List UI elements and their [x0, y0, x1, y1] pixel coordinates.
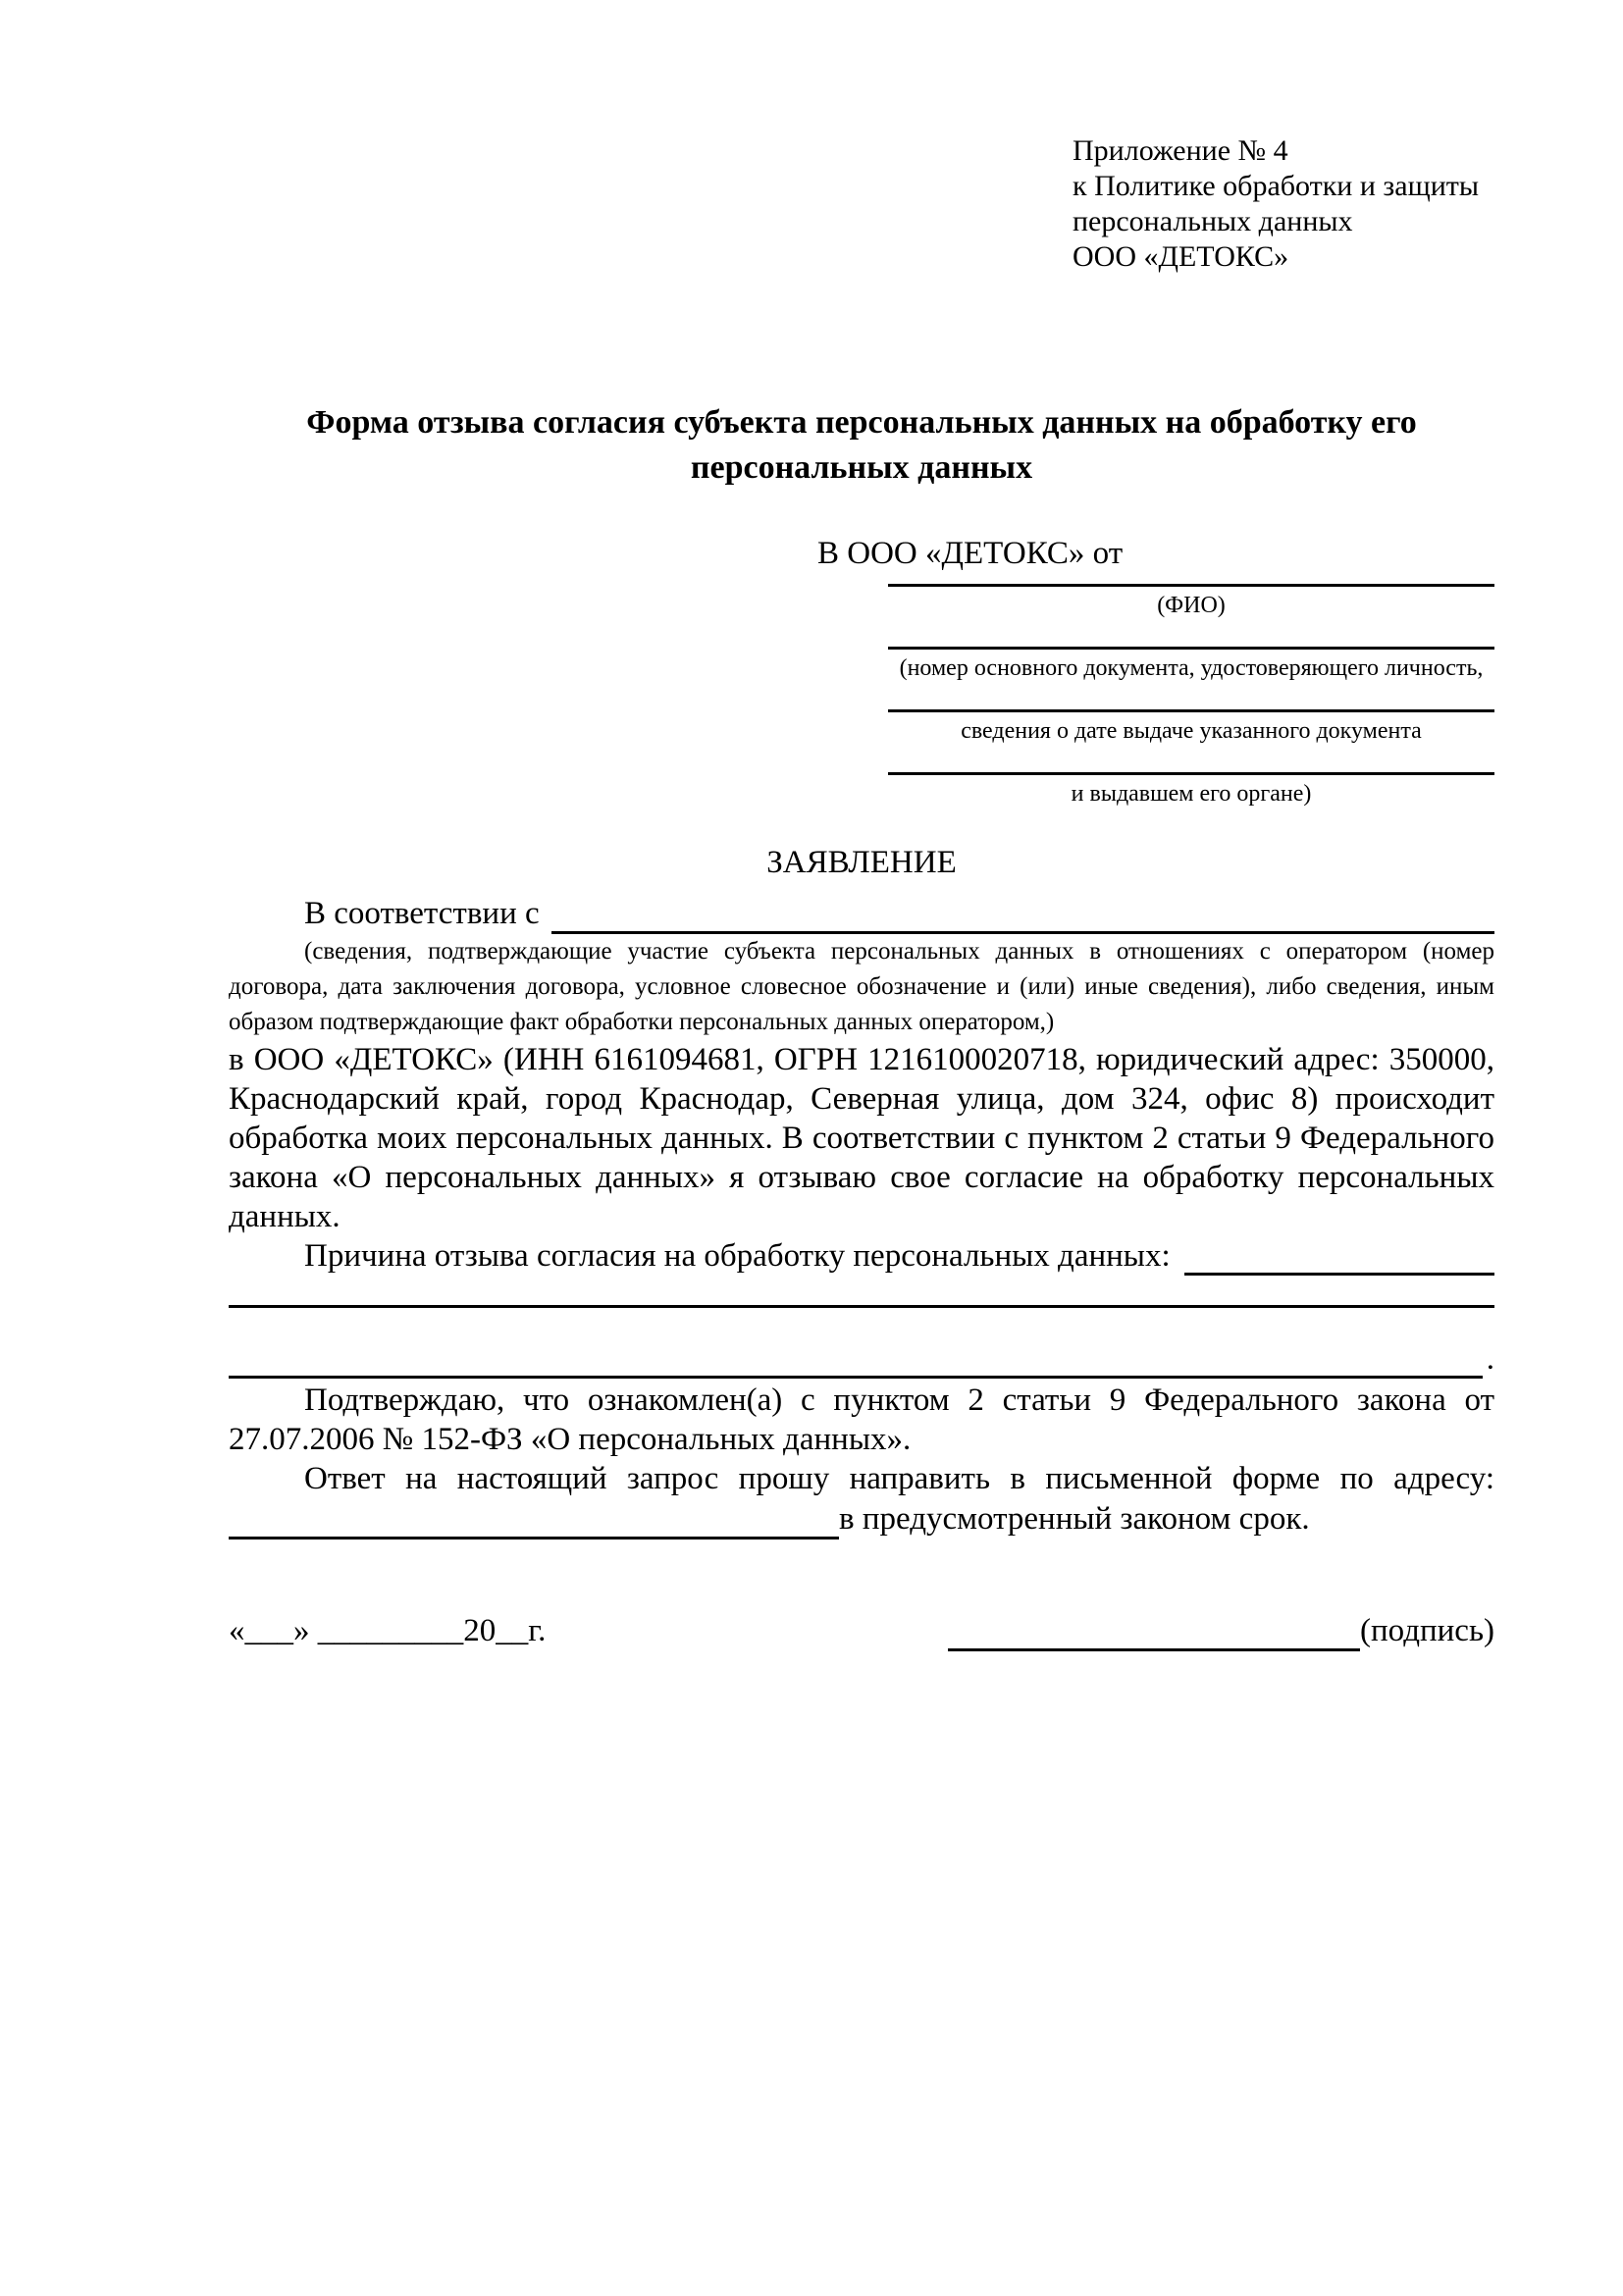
reply-address-blank-line — [229, 1498, 839, 1539]
signature-caption: (подпись) — [1360, 1613, 1494, 1648]
signature-row — [229, 1610, 1494, 1651]
reason-blank-line-3 — [229, 1339, 1483, 1379]
reason-blank-line — [1184, 1236, 1494, 1276]
reason-row — [229, 1236, 1494, 1276]
letterhead-line: Приложение № 4 — [1073, 134, 1288, 167]
document-number-field — [888, 620, 1494, 683]
confirmation-paragraph: Подтверждаю, что ознакомлен(а) с пунктом 2 статьи 9 Федерального закона от 27.07.2006 № 152-ФЗ «О персональных данных». — [229, 1383, 1494, 1457]
issue-date-field — [888, 683, 1494, 746]
reason-label: Причина отзыва согласия на обработку персональных данных: — [304, 1238, 1171, 1274]
issuing-authority-caption: и выдавшем его органе) — [1071, 781, 1312, 807]
reply-request-line: Ответ на настоящий запрос прошу направить в письменной форме по адресу: — [304, 1461, 1494, 1496]
intro-row — [229, 893, 1494, 934]
addressee-fields — [888, 573, 1494, 809]
reply-suffix: в предусмотренный законом срок. — [839, 1501, 1310, 1537]
statement-heading: ЗАЯВЛЕНИЕ — [766, 845, 957, 880]
intro-blank-line — [551, 893, 1494, 934]
letterhead-line: персональных данных — [1073, 205, 1353, 237]
intro-note: (сведения, подтверждающие участие субъекта персональных данных в отношениях с оператором (номер договора, дата заключения договора, условное словесное обозначение и (или) иные сведения), либо сведения, иным образом подтверждающие факт обработки персональных данных оператором,) — [229, 938, 1494, 1035]
issue-date-caption: сведения о дате выдаче указанного документа — [961, 718, 1422, 744]
letterhead-line: ООО «ДЕТОКС» — [1073, 240, 1289, 273]
letterhead-block — [1073, 133, 1494, 275]
form-title: Форма отзыва согласия субъекта персональных данных на обработку его персональных данных — [306, 404, 1417, 486]
reason-blank-row-1 — [229, 1305, 1494, 1308]
intro-prefix: В соответствии с — [304, 896, 540, 931]
blank-terminator: . — [1486, 1341, 1494, 1377]
statement-body: в ООО «ДЕТОКС» (ИНН 6161094681, ОГРН 1216100020718, юридический адрес: 350000, Краснодарский край, город Краснодар, Северная улица, дом 324, офис 8) происходит обработка моих персональных данных. В соответствии с пунктом 2 статьи 9 Федерального закона «О персональных данных» я отзываю свое согласие на обработку персональных данных. — [229, 1042, 1494, 1234]
letterhead-line: к Политике обработки и защиты — [1073, 170, 1480, 202]
addressee-line: В ООО «ДЕТОКС» от — [817, 536, 1124, 571]
reply-address-row — [229, 1498, 1494, 1539]
signature-blank-line — [948, 1610, 1360, 1651]
issuing-authority-field — [888, 746, 1494, 809]
document-number-caption: (номер основного документа, удостоверяющего личность, — [899, 655, 1484, 681]
reason-blank-row-2 — [229, 1339, 1494, 1379]
signature-group — [948, 1610, 1494, 1651]
fio-field-caption: (ФИО) — [1157, 593, 1226, 618]
reason-blank-line-2 — [229, 1305, 1494, 1308]
date-placeholder: «___» _________20__г. — [229, 1613, 547, 1648]
fio-field — [888, 573, 1494, 620]
